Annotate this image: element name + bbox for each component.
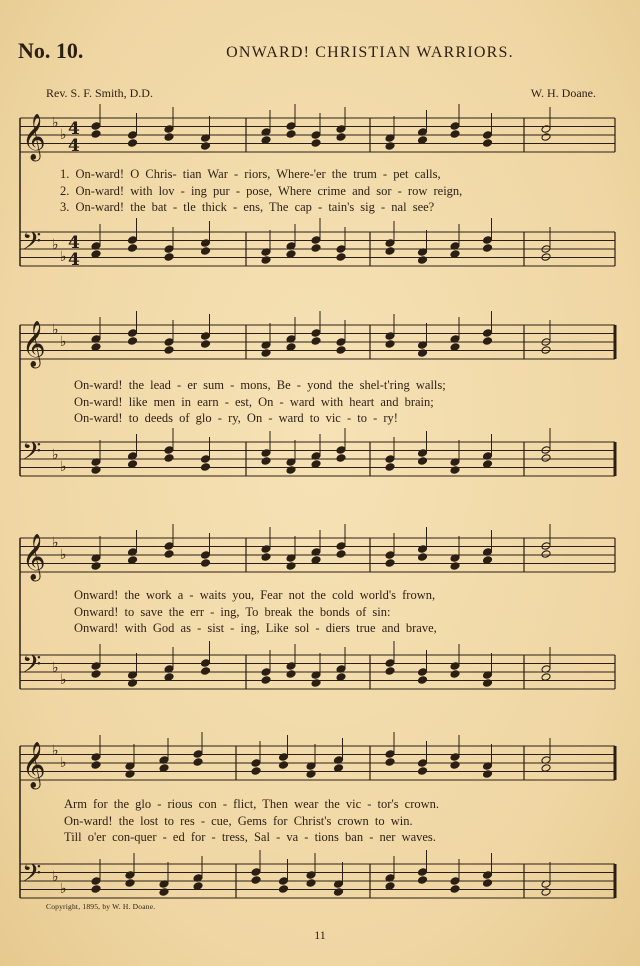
note-head bbox=[483, 871, 493, 880]
flat-sign-icon: ♭ bbox=[60, 127, 67, 143]
note-head bbox=[164, 454, 174, 463]
note-head bbox=[336, 454, 346, 463]
note-head bbox=[261, 457, 271, 466]
note-head bbox=[261, 676, 271, 685]
treble-clef-icon: 𝄞 bbox=[22, 114, 46, 160]
note-head bbox=[336, 133, 346, 142]
note-head bbox=[450, 562, 460, 571]
note-head bbox=[286, 130, 296, 139]
note-head bbox=[286, 122, 296, 131]
note-head bbox=[251, 767, 261, 776]
note-head bbox=[311, 337, 321, 346]
note-head bbox=[306, 879, 316, 888]
note-head bbox=[286, 670, 296, 679]
note-head bbox=[483, 879, 493, 888]
time-signature-top: 4 bbox=[68, 233, 80, 253]
note-head bbox=[483, 556, 493, 565]
lyric-line: On-ward! the lead - er sum - mons, Be - yond the shel-t'ring walls; bbox=[74, 378, 446, 392]
page-number: 11 bbox=[314, 928, 326, 942]
flat-sign-icon: ♭ bbox=[60, 672, 67, 688]
note-head bbox=[128, 139, 138, 148]
note-head bbox=[450, 343, 460, 352]
note-head bbox=[279, 877, 289, 886]
note-head bbox=[286, 250, 296, 259]
flat-sign-icon: ♭ bbox=[52, 535, 59, 551]
note-head bbox=[201, 142, 211, 151]
note-head bbox=[541, 550, 551, 559]
note-head bbox=[193, 750, 203, 759]
note-head bbox=[164, 346, 174, 355]
note-head bbox=[164, 133, 174, 142]
note-head bbox=[336, 446, 346, 455]
note-head bbox=[128, 556, 138, 565]
treble-clef-icon: 𝄞 bbox=[22, 742, 46, 788]
note-head bbox=[541, 764, 551, 773]
note-head bbox=[418, 136, 428, 145]
note-head bbox=[201, 247, 211, 256]
lyrics-block-3 bbox=[74, 587, 634, 637]
note-head bbox=[385, 239, 395, 248]
note-head bbox=[164, 446, 174, 455]
lyricist-credit: Rev. S. F. Smith, D.D. bbox=[46, 86, 153, 100]
note-head bbox=[91, 122, 101, 131]
lyrics-block-1 bbox=[60, 166, 620, 216]
note-head bbox=[418, 876, 428, 885]
flat-sign-icon: ♭ bbox=[60, 459, 67, 475]
note-head bbox=[385, 667, 395, 676]
note-head bbox=[385, 340, 395, 349]
note-head bbox=[261, 349, 271, 358]
note-head bbox=[418, 868, 428, 877]
note-head bbox=[128, 329, 138, 338]
note-head bbox=[541, 446, 551, 455]
note-head bbox=[261, 553, 271, 562]
note-head bbox=[483, 329, 493, 338]
note-head bbox=[385, 750, 395, 759]
lyrics-block-4 bbox=[64, 796, 624, 846]
note-head bbox=[483, 139, 493, 148]
flat-sign-icon: ♭ bbox=[52, 115, 59, 131]
note-head bbox=[483, 236, 493, 245]
lyric-line: On-ward! like men in earn - est, On - ward with heart and brain; bbox=[74, 394, 434, 409]
note-head bbox=[336, 253, 346, 262]
copyright-notice: Copyright, 1895, by W. H. Doane. bbox=[46, 902, 156, 911]
note-head bbox=[483, 131, 493, 140]
bass-clef-icon: 𝄢 bbox=[22, 650, 42, 685]
treble-clef-icon: 𝄞 bbox=[22, 321, 46, 367]
note-head bbox=[306, 871, 316, 880]
note-head bbox=[311, 244, 321, 253]
lyric-line: On-ward! to deeds of glo - ry, On - ward to vic - to - ry! bbox=[74, 411, 398, 425]
note-head bbox=[334, 764, 344, 773]
note-head bbox=[201, 239, 211, 248]
bass-clef-icon: 𝄢 bbox=[22, 227, 42, 262]
note-head bbox=[279, 753, 289, 762]
note-head bbox=[251, 759, 261, 768]
time-signature-bottom: 4 bbox=[68, 250, 80, 270]
note-head bbox=[336, 338, 346, 347]
lyric-line: Till o'er con-quer - ed for - tress, Sal - va - tions ban - ner waves. bbox=[64, 830, 436, 844]
note-head bbox=[385, 142, 395, 151]
flat-sign-icon: ♭ bbox=[60, 547, 67, 563]
note-head bbox=[91, 662, 101, 671]
note-head bbox=[385, 463, 395, 472]
note-head bbox=[201, 463, 211, 472]
note-head bbox=[91, 670, 101, 679]
note-head bbox=[450, 761, 460, 770]
note-head bbox=[385, 247, 395, 256]
note-head bbox=[418, 256, 428, 265]
note-head bbox=[418, 449, 428, 458]
note-head bbox=[159, 764, 169, 773]
lyric-line: Arm for the glo - rious con - flict, Then wear the vic - tor's crown. bbox=[64, 797, 440, 811]
note-head bbox=[261, 449, 271, 458]
flat-sign-icon: ♭ bbox=[60, 881, 67, 897]
note-head bbox=[91, 343, 101, 352]
note-head bbox=[286, 662, 296, 671]
note-head bbox=[251, 876, 261, 885]
note-head bbox=[483, 244, 493, 253]
note-head bbox=[164, 542, 174, 551]
note-head bbox=[418, 676, 428, 685]
note-head bbox=[125, 871, 135, 880]
note-head bbox=[541, 542, 551, 551]
note-head bbox=[91, 753, 101, 762]
note-head bbox=[336, 245, 346, 254]
note-head bbox=[91, 130, 101, 139]
note-head bbox=[418, 759, 428, 768]
note-head bbox=[483, 679, 493, 688]
note-head bbox=[311, 556, 321, 565]
note-head bbox=[251, 868, 261, 877]
note-head bbox=[450, 250, 460, 259]
note-head bbox=[201, 659, 211, 668]
note-head bbox=[159, 888, 169, 897]
note-head bbox=[450, 877, 460, 886]
note-head bbox=[483, 770, 493, 779]
note-head bbox=[541, 888, 551, 897]
flat-sign-icon: ♭ bbox=[60, 334, 67, 350]
hymn-number: No. 10. bbox=[18, 38, 84, 63]
note-head bbox=[450, 885, 460, 894]
note-head bbox=[128, 244, 138, 253]
note-head bbox=[286, 343, 296, 352]
flat-sign-icon: ♭ bbox=[52, 322, 59, 338]
note-head bbox=[311, 236, 321, 245]
note-head bbox=[311, 131, 321, 140]
note-head bbox=[128, 131, 138, 140]
note-head bbox=[450, 466, 460, 475]
note-head bbox=[91, 761, 101, 770]
note-head bbox=[128, 337, 138, 346]
note-head bbox=[334, 888, 344, 897]
lyric-line: 2. On-ward! with lov - ing pur - pose, Where crime and sor - row reign, bbox=[60, 183, 463, 198]
note-head bbox=[450, 670, 460, 679]
note-head bbox=[128, 460, 138, 469]
note-head bbox=[306, 770, 316, 779]
note-head bbox=[164, 550, 174, 559]
note-head bbox=[91, 877, 101, 886]
note-head bbox=[450, 753, 460, 762]
lyric-line: On-ward! the lost to res - cue, Gems for Christ's crown to win. bbox=[64, 813, 413, 828]
note-head bbox=[164, 338, 174, 347]
note-head bbox=[261, 136, 271, 145]
note-head bbox=[541, 346, 551, 355]
note-head bbox=[418, 545, 428, 554]
bass-clef-icon: 𝄢 bbox=[22, 859, 42, 894]
note-head bbox=[128, 236, 138, 245]
note-head bbox=[311, 460, 321, 469]
note-head bbox=[164, 673, 174, 682]
lyrics-block-2 bbox=[74, 377, 634, 427]
note-head bbox=[279, 885, 289, 894]
lyric-line: 3. On-ward! the bat - tle thick - ens, The cap - tain's sig - nal see? bbox=[60, 200, 435, 214]
note-head bbox=[91, 250, 101, 259]
note-head bbox=[418, 668, 428, 677]
note-head bbox=[311, 679, 321, 688]
note-head bbox=[483, 460, 493, 469]
note-head bbox=[385, 332, 395, 341]
flat-sign-icon: ♭ bbox=[52, 869, 59, 885]
note-head bbox=[450, 122, 460, 131]
composer-credit: W. H. Doane. bbox=[530, 86, 596, 100]
note-head bbox=[385, 882, 395, 891]
note-head bbox=[261, 668, 271, 677]
flat-sign-icon: ♭ bbox=[52, 447, 59, 463]
note-head bbox=[201, 455, 211, 464]
note-head bbox=[450, 130, 460, 139]
note-head bbox=[125, 879, 135, 888]
note-head bbox=[91, 466, 101, 475]
note-head bbox=[201, 559, 211, 568]
note-head bbox=[418, 349, 428, 358]
time-signature-top: 4 bbox=[68, 119, 80, 139]
flat-sign-icon: ♭ bbox=[60, 249, 67, 265]
note-head bbox=[483, 337, 493, 346]
note-head bbox=[336, 673, 346, 682]
note-head bbox=[91, 885, 101, 894]
note-head bbox=[418, 553, 428, 562]
note-head bbox=[385, 758, 395, 767]
note-head bbox=[336, 125, 346, 134]
note-head bbox=[311, 139, 321, 148]
treble-clef-icon: 𝄞 bbox=[22, 534, 46, 580]
note-head bbox=[164, 253, 174, 262]
note-head bbox=[201, 340, 211, 349]
note-head bbox=[541, 125, 551, 134]
time-signature-bottom: 4 bbox=[68, 136, 80, 156]
note-head bbox=[128, 679, 138, 688]
note-head bbox=[286, 562, 296, 571]
note-head bbox=[164, 245, 174, 254]
note-head bbox=[279, 761, 289, 770]
note-head bbox=[541, 253, 551, 262]
note-head bbox=[201, 667, 211, 676]
note-head bbox=[164, 125, 174, 134]
hymn-title: ONWARD! CHRISTIAN WARRIORS. bbox=[226, 44, 514, 61]
note-head bbox=[385, 559, 395, 568]
note-head bbox=[286, 466, 296, 475]
note-head bbox=[385, 551, 395, 560]
note-head bbox=[541, 454, 551, 463]
note-head bbox=[541, 133, 551, 142]
flat-sign-icon: ♭ bbox=[60, 755, 67, 771]
bass-clef-icon: 𝄢 bbox=[22, 437, 42, 472]
note-head bbox=[385, 659, 395, 668]
lyric-line: Onward! the work a - waits you, Fear not the cold world's frown, bbox=[74, 588, 436, 602]
lyric-line: Onward! with God as - sist - ing, Like sol - diers true and brave, bbox=[74, 621, 437, 635]
flat-sign-icon: ♭ bbox=[52, 237, 59, 253]
note-head bbox=[261, 256, 271, 265]
note-head bbox=[193, 758, 203, 767]
note-head bbox=[336, 346, 346, 355]
lyric-line: Onward! to save the err - ing, To break the bonds of sin: bbox=[74, 604, 391, 619]
note-head bbox=[201, 332, 211, 341]
flat-sign-icon: ♭ bbox=[52, 743, 59, 759]
note-head bbox=[201, 551, 211, 560]
note-head bbox=[541, 673, 551, 682]
note-head bbox=[418, 457, 428, 466]
note-head bbox=[385, 455, 395, 464]
note-head bbox=[418, 767, 428, 776]
note-head bbox=[125, 770, 135, 779]
note-head bbox=[336, 550, 346, 559]
note-head bbox=[336, 542, 346, 551]
flat-sign-icon: ♭ bbox=[52, 660, 59, 676]
lyric-line: 1. On-ward! O Chris- tian War - riors, Where-'er the trum - pet calls, bbox=[60, 167, 441, 181]
note-head bbox=[261, 545, 271, 554]
note-head bbox=[91, 562, 101, 571]
note-head bbox=[311, 329, 321, 338]
note-head bbox=[450, 662, 460, 671]
note-head bbox=[193, 882, 203, 891]
